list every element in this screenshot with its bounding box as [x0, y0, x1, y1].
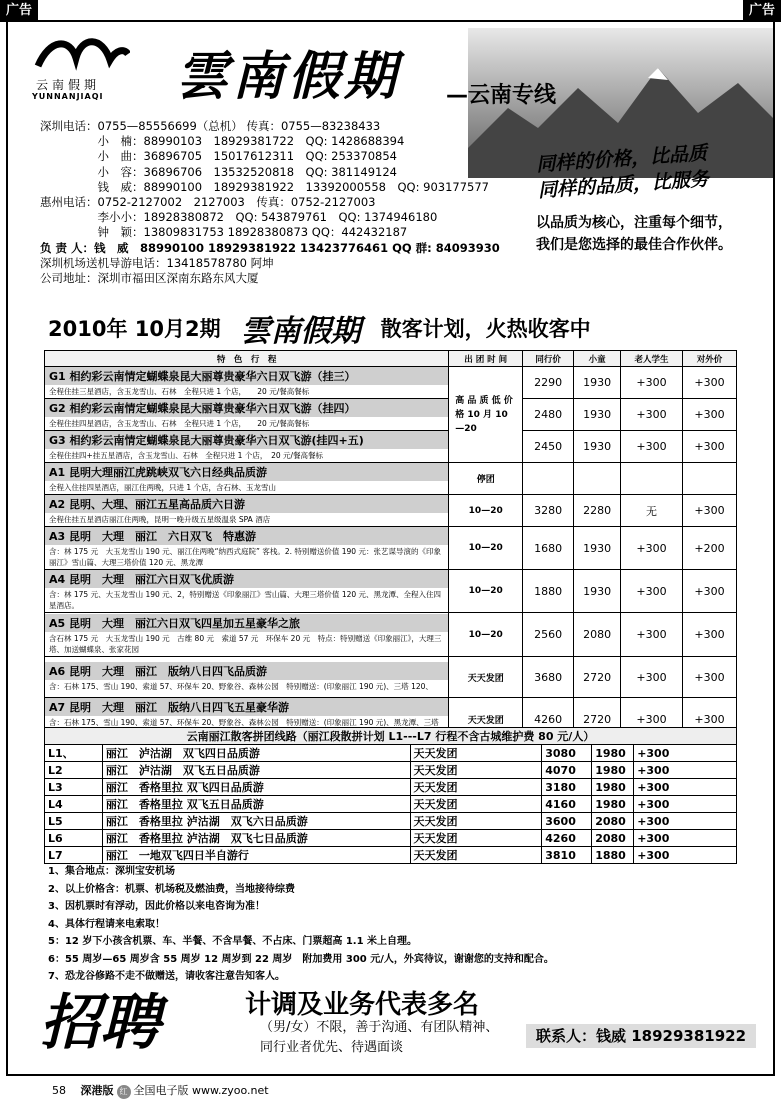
route-extra: +300	[634, 745, 737, 762]
col-header: 小童	[574, 351, 621, 367]
lijiang-header: 云南丽江散客拼团线路（丽江段散拼计划 L1---L7 行程不含古城维护费 80 元/人）	[45, 728, 737, 745]
route-depart: 天天发团	[410, 830, 542, 847]
tour-child: 2280	[574, 495, 621, 527]
route-name: 丽江 泸沽湖 双飞五日品质游	[102, 762, 410, 779]
route-extra: +300	[634, 796, 737, 813]
contact-line: 深圳电话：0755—85556699（总机） 传真：0755—83238433	[40, 119, 381, 133]
tour-price: 3680	[523, 657, 574, 698]
route-code: L1、	[45, 745, 103, 762]
route-name: 丽江 香格里拉 双飞四日品质游	[102, 779, 410, 796]
tour-senior: +300	[621, 367, 683, 399]
route-child: 1980	[592, 762, 634, 779]
tour-child: 1930	[574, 399, 621, 431]
note-item: 5：12 岁下小孩含机票、车、半餐、不含早餐、不占床、门票超高 1.1 米上自理。	[48, 936, 418, 947]
tour-child: 2080	[574, 613, 621, 657]
tour-price: 3280	[523, 495, 574, 527]
tour-table	[44, 350, 737, 741]
route-child: 2080	[592, 830, 634, 847]
logo-cn: 云南假期	[36, 78, 101, 92]
col-header: 老人学生	[621, 351, 683, 367]
tour-depart: 10—20	[449, 495, 523, 527]
route-child: 1880	[592, 847, 634, 864]
note-item: 4、具体行程请来电索取！	[48, 918, 165, 930]
table-row	[45, 657, 737, 698]
route-price: 4160	[542, 796, 592, 813]
tour-ext: +300	[683, 570, 737, 613]
tour-ext: +300	[683, 495, 737, 527]
tour-price: 1880	[523, 570, 574, 613]
tour-desc: 含：石林 175、雪山 190、索道 57、环保车 20、野象谷、森林公园 特别赠送：(印象丽江 190 元)、黑龙潭、三塔	[49, 718, 439, 727]
route-child: 1980	[592, 745, 634, 762]
ad-tag-right: 广告	[743, 0, 781, 22]
issue-plan: 散客计划，火热收客中	[380, 317, 591, 341]
recruit-contact: 联系人：钱威 18929381922	[526, 1024, 756, 1048]
tour-depart: 高 品 质 低 价格 10 月 10—20	[449, 367, 523, 463]
route-name: 丽江 香格里拉 泸沽湖 双飞六日品质游	[102, 813, 410, 830]
contact-line: 李小小：18928380872 QQ: 543879761 QQ: 1374946180	[40, 210, 438, 225]
route-price: 4070	[542, 762, 592, 779]
table-row	[45, 796, 737, 813]
recruit-desc-line1: （男/女）不限，善于沟通、有团队精神、	[260, 1020, 499, 1035]
route-depart: 天天发团	[410, 796, 542, 813]
tour-depart: 停团	[449, 463, 523, 495]
contact-line: 小 容：36896706 13532520818 QQ: 381149124	[40, 164, 397, 179]
tour-title: G3 相约彩云南情定蝴蝶泉昆大丽尊贵豪华六日双飞游(挂四+五)	[45, 431, 448, 449]
notes-list	[48, 863, 554, 986]
contact-line: 公司地址：深圳市福田区深南东路东风大厦	[40, 271, 259, 286]
route-price: 4260	[542, 830, 592, 847]
tour-child: 1930	[574, 527, 621, 570]
tour-senior: +300	[621, 399, 683, 431]
contact-line: 负 责 人：钱 威 88990100 18929381922 13423776461 QQ 群: 84093930	[40, 240, 500, 255]
tour-title: A5 昆明 大理 丽江六日双飞四星加五星豪华之旅	[45, 614, 448, 632]
col-header: 同行价	[523, 351, 574, 367]
tour-price: 2290	[523, 367, 574, 399]
route-name: 丽江 泸沽湖 双飞四日品质游	[102, 745, 410, 762]
contact-line: 小 楠：88990103 18929381722 QQ: 1428688394	[40, 134, 405, 149]
recruit-heading: 计调及业务代表多名	[245, 990, 480, 1020]
tour-child: 2720	[574, 657, 621, 698]
col-header: 对外价	[683, 351, 737, 367]
table-row	[45, 762, 737, 779]
tour-desc: 全程住挂五星酒店丽江住两晚，昆明一晚升级五星级温泉 SPA 酒店	[49, 515, 271, 524]
tour-title: A4 昆明 大理 丽江六日双飞优质游	[45, 570, 448, 588]
tour-desc: 含：林 175 元 大玉龙雪山 190 元、丽江住两晚“纳西式庭院” 客栈。2. 特别赠送价值 190 元：张艺谋导演的《印象丽江》雪山篇、大理三塔价值 120 元、黑龙潭	[49, 547, 441, 567]
contact-line: 钱 威：88990100 18929381922 13392000558 QQ: 903177577	[40, 179, 489, 194]
slogan-line2: 同样的品质，比服务	[537, 168, 710, 202]
tour-ext: +300	[683, 367, 737, 399]
tour-child: 1930	[574, 367, 621, 399]
route-name: 丽江 香格里拉 双飞五日品质游	[102, 796, 410, 813]
route-code: L6	[45, 830, 103, 847]
table-row	[45, 399, 737, 431]
table-row	[45, 779, 737, 796]
table-row	[45, 613, 737, 657]
table-row	[45, 745, 737, 762]
red-badge-icon: 红	[117, 1085, 131, 1099]
tour-desc: 含：石林 175、雪山 190、索道 57、环保车 20、野象谷、森林公园 特别赠送：(印象丽江 190 元)、三塔 120、	[49, 681, 433, 691]
table-row	[45, 431, 737, 463]
table-row	[45, 570, 737, 613]
table-row	[45, 813, 737, 830]
note-item: 1、集合地点：深圳宝安机场	[48, 866, 175, 877]
page-number: 58	[52, 1084, 66, 1097]
tour-depart: 天天发团	[449, 698, 523, 741]
contact-line: 小 曲：36896705 15017612311 QQ: 253370854	[40, 149, 397, 164]
tour-child: 2720	[574, 698, 621, 741]
tour-price	[523, 463, 574, 495]
table-row	[45, 527, 737, 570]
tour-title: A3 昆明 大理 丽江 六日双飞 特惠游	[45, 527, 448, 545]
tour-desc: 全程入住挂四星酒店，丽江住两晚，只进 1 个店，含石林、玉龙雪山	[49, 483, 277, 492]
tour-price: 2450	[523, 431, 574, 463]
company-logo	[30, 30, 140, 102]
tour-depart: 10—20	[449, 570, 523, 613]
route-name: 丽江 香格里拉 泸沽湖 双飞七日品质游	[102, 830, 410, 847]
tour-senior: +300	[621, 613, 683, 657]
route-depart: 天天发团	[410, 813, 542, 830]
tour-ext: +300	[683, 698, 737, 741]
col-header: 出 团 时 间	[449, 351, 523, 367]
tour-desc: 全程住挂四+挂五星酒店，含玉龙雪山、石林 全程只进 1 个店， 20 元/餐高餐标	[49, 451, 324, 460]
tour-desc: 全程住挂四星酒店，含玉龙雪山、石林 全程只进 1 个店， 20 元/餐高餐标	[49, 419, 310, 428]
note-item: 2、以上价格含：机票、机场税及燃油费，当地接待综费	[48, 883, 295, 895]
recruit-desc	[260, 1018, 498, 1058]
route-child: 1980	[592, 779, 634, 796]
tour-title: A7 昆明 大理 丽江 版纳八日四飞五星豪华游	[45, 698, 448, 716]
route-code: L4	[45, 796, 103, 813]
note-item: 7、恐龙谷修路不走不做赠送，请收客注意告知客人。	[48, 971, 285, 982]
page-footer	[52, 1082, 269, 1099]
tour-title: A6 昆明 大理 丽江 版纳八日四飞品质游	[45, 662, 448, 680]
recruit-desc-line2: 同行业者优先、待遇面谈	[260, 1040, 404, 1055]
tour-price: 2560	[523, 613, 574, 657]
brand-calligraphy: 雲南假期	[176, 46, 401, 107]
tour-ext: +300	[683, 657, 737, 698]
route-extra: +300	[634, 847, 737, 864]
route-extra: +300	[634, 813, 737, 830]
tour-depart: 10—20	[449, 613, 523, 657]
tour-ext: +300	[683, 613, 737, 657]
route-extra: +300	[634, 830, 737, 847]
contact-line: 惠州电话：0752-2127002 2127003 传真：0752-2127003	[40, 195, 376, 210]
footer-text: 全国电子版 www.zyoo.net	[133, 1084, 269, 1097]
tour-depart: 10—20	[449, 527, 523, 570]
tour-child: 1930	[574, 570, 621, 613]
tour-child: 1930	[574, 431, 621, 463]
route-code: L2	[45, 762, 103, 779]
route-code: L7	[45, 847, 103, 864]
table-row	[45, 495, 737, 527]
table-row	[45, 847, 737, 864]
logo-en: YUNNANJIAQI	[32, 92, 104, 101]
tour-title: A2 昆明、大理、丽江五星高品质六日游	[45, 495, 448, 513]
tour-senior: 无	[621, 495, 683, 527]
table-row	[45, 463, 737, 495]
tour-senior: +300	[621, 698, 683, 741]
contact-line: 深圳机场送机导游电话：13418578780 阿坤	[40, 255, 274, 270]
edition-label: 深港版	[80, 1084, 114, 1097]
route-depart: 天天发团	[410, 762, 542, 779]
tour-child	[574, 463, 621, 495]
tour-desc: 全程住挂三星酒店，含玉龙雪山、石林 全程只进 1 个店， 20 元/餐高餐标	[49, 387, 310, 396]
route-price: 3080	[542, 745, 592, 762]
tour-desc: 含石林 175 元 大玉龙雪山 190 元 古维 80 元 索道 57 元 环保车 20 元 特点：特别赠送《印象丽江》，大理三塔、加送蝴蝶泉、张家花园	[49, 633, 442, 654]
recruit-calligraphy: 招聘	[40, 988, 160, 1058]
tour-title: A1 昆明大理丽江虎跳峡双飞六日经典品质游	[45, 463, 448, 481]
route-price: 3600	[542, 813, 592, 830]
tour-ext: +300	[683, 399, 737, 431]
tour-senior: +300	[621, 431, 683, 463]
route-extra: +300	[634, 779, 737, 796]
slogan-line4: 我们是您选择的最佳合作伙伴。	[536, 237, 732, 253]
slogan-statement	[536, 212, 732, 256]
route-price: 3810	[542, 847, 592, 864]
ad-tag-left: 广告	[0, 0, 38, 22]
slogan-line1: 同样的价格，比品质	[535, 142, 708, 176]
tour-price: 1680	[523, 527, 574, 570]
route-depart: 天天发团	[410, 745, 542, 762]
note-item: 3、因机票时有浮动，因此价格以来电咨询为准！	[48, 901, 265, 912]
tour-ext: +200	[683, 527, 737, 570]
contact-block	[40, 119, 500, 286]
tour-price: 2480	[523, 399, 574, 431]
note-item: 6：55 周岁—65 周岁含 55 周岁 12 周岁到 22 周岁 附加费用 300 元/人，外宾待议，谢谢您的支持和配合。	[48, 953, 554, 965]
route-code: L3	[45, 779, 103, 796]
issue-banner	[48, 310, 768, 349]
tour-desc: 含：林 175 元、大玉龙雪山 190 元、2，特别赠送《印象丽江》雪山篇、大理三塔价值 120 元、黑龙潭、全程入住四星酒店。	[49, 590, 442, 610]
route-child: 1980	[592, 796, 634, 813]
issue-date: 2010年 10月2期	[48, 317, 221, 341]
tour-senior: +300	[621, 527, 683, 570]
tour-title: G2 相约彩云南情定蝴蝶泉昆大丽尊贵豪华六日双飞游（挂四）	[45, 399, 448, 417]
tour-title: G1 相约彩云南情定蝴蝶泉昆大丽尊贵豪华六日双飞游（挂三）	[45, 367, 448, 385]
route-code: L5	[45, 813, 103, 830]
slogan-line3: 以品质为核心，注重每个细节，	[536, 215, 732, 231]
lijiang-table	[44, 727, 737, 864]
tour-depart: 天天发团	[449, 657, 523, 698]
table-row	[45, 367, 737, 399]
route-price: 3180	[542, 779, 592, 796]
table-row	[45, 830, 737, 847]
route-extra: +300	[634, 762, 737, 779]
route-depart: 天天发团	[410, 779, 542, 796]
col-header: 特 色 行 程	[45, 351, 449, 367]
route-name: 丽江 一地双飞四日半自游行	[102, 847, 410, 864]
contact-line: 钟 颖：13809831753 18928380873 QQ：442432187	[40, 225, 408, 240]
tour-senior: +300	[621, 657, 683, 698]
tour-senior: +300	[621, 570, 683, 613]
tour-senior	[621, 463, 683, 495]
route-child: 2080	[592, 813, 634, 830]
tour-ext	[683, 463, 737, 495]
tour-ext: +300	[683, 431, 737, 463]
route-depart: 天天发团	[410, 847, 542, 864]
issue-brand: 雲南假期	[240, 314, 361, 349]
tour-price: 4260	[523, 698, 574, 741]
subtitle: —云南专线	[446, 83, 557, 108]
